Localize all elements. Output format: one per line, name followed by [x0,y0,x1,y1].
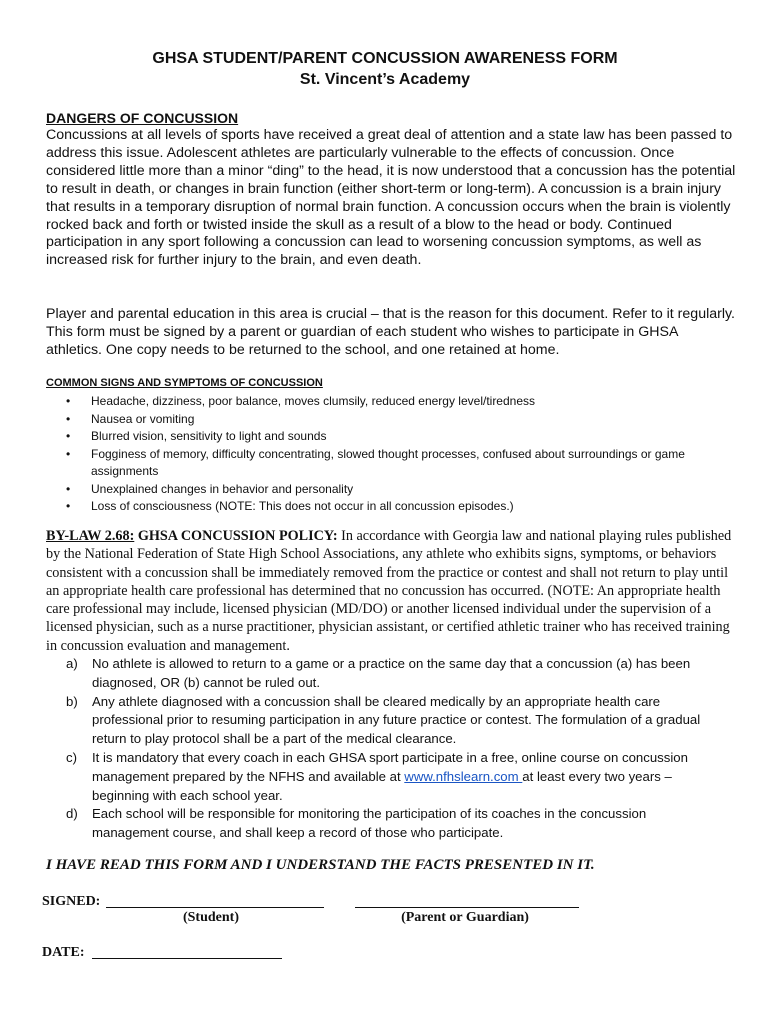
policy-item: b) Any athlete diagnosed with a concussion shall be cleared medically by an appropriate health care professional prior to resuming participation in any future practice or contest. The formulation of a gradual return to play protocol shall be a part of the medical clearance. [66,693,701,747]
symptom-item: • Headache, dizziness, poor balance, moves clumsily, reduced energy level/tiredness [46,393,726,411]
bylaw-paragraph [46,527,732,655]
signed-label: SIGNED: [42,894,101,909]
dangers-paragraph-2: Player and parental education in this area is crucial – that is the reason for this document. Refer to it regularly. This form must be signed by a parent or guardian of each student who wishes to participate in GHSA athletics. One copy needs to be returned to the school, and one retained at home. [46,306,735,358]
symptoms-heading: COMMON SIGNS AND SYMPTOMS OF CONCUSSION [46,377,323,389]
nfhslearn-link[interactable]: www.nfhslearn.com [404,768,523,784]
policy-item: d) Each school will be responsible for monitoring the participation of its coaches in the concussion management course, and shall keep a record of those who participate. [66,806,647,841]
bullet-icon: • [66,394,71,408]
dangers-paragraph-1: Concussions at all levels of sports have received a great deal of attention and a state law has been passed to address this issue. Adolescent athletes are particularly vulnerable to the effects of concussion. Once considered little more than a minor “ding” to the head, it is now understood that a concussion has the potential to result in death, or changes in brain function (either short-term or long-term). A concussion is a brain injury that results in a temporary disruption of normal brain function. A concussion occurs when the brain is violently rocked back and forth or twisted inside the skull as a result of a blow to the head or body. Continued participation in any sport following a concussion can lead to worsening concussion symptoms, as well as increased risk for further injury to the brain, and even death. [46,127,736,269]
bullet-icon: • [66,481,71,496]
bylaw-label: BY-LAW 2.68: [46,528,135,544]
symptom-item: • Unexplained changes in behavior and personality [46,481,726,499]
student-caption: (Student) [182,910,239,925]
policy-item: a) No athlete is allowed to return to a game or a practice on the same day that a concussion (a) has been diagnosed, OR (b) cannot be ruled out. [66,656,691,690]
acknowledgement-statement: I HAVE READ THIS FORM AND I UNDERSTAND THE FACTS PRESENTED IN IT. [46,857,595,873]
student-signature-field[interactable] [106,907,324,908]
symptom-item: • Nausea or vomiting [46,411,726,429]
date-field[interactable] [92,958,282,959]
policy-item: c) It is mandatory that every coach in each GHSA sport participate in a free, online course on concussion management prepared by the NFHS and available at www.nfhslearn.com at least every two years – beginning with each school year. [66,749,688,803]
date-label: DATE: [42,945,85,960]
symptom-item: • Blurred vision, sensitivity to light and sounds [46,428,726,446]
bylaw-text: In accordance with Georgia law and national playing rules published by the National Federation of State High School Associations, any athlete who exhibits signs, symptoms, or behaviors consistent with a concussion shall be immediately removed from the practice or contest and shall not return to play until an appropriate health care professional has determined that no concussion has occurred. (NOTE: An appropriate health care professional may include, licensed physician (MD/DO) or another licensed individual under the supervision of a licensed physician, such as a nurse practitioner, physician assistant, or certified athletic trainer who has received training in concussion evaluation and management. [46,528,732,654]
bullet-icon: • [66,446,71,461]
symptom-item: • Loss of consciousness (NOTE: This does not occur in all concussion episodes.) [46,498,726,516]
form-title: GHSA STUDENT/PARENT CONCUSSION AWARENESS FORM [152,50,618,67]
policy-list [66,655,726,843]
bullet-icon: • [66,499,71,513]
bullet-icon: • [66,411,71,426]
parent-caption: (Parent or Guardian) [401,910,529,925]
bullet-icon: • [66,429,71,443]
parent-signature-field[interactable] [355,907,579,908]
symptoms-list [46,393,726,516]
school-name: St. Vincent’s Academy [299,71,471,88]
symptom-item: • Fogginess of memory, difficulty concentrating, slowed thought processes, confused about surroundings or game assignments [66,446,685,478]
dangers-heading: DANGERS OF CONCUSSION [46,110,239,126]
policy-title: GHSA CONCUSSION POLICY: [134,528,338,544]
